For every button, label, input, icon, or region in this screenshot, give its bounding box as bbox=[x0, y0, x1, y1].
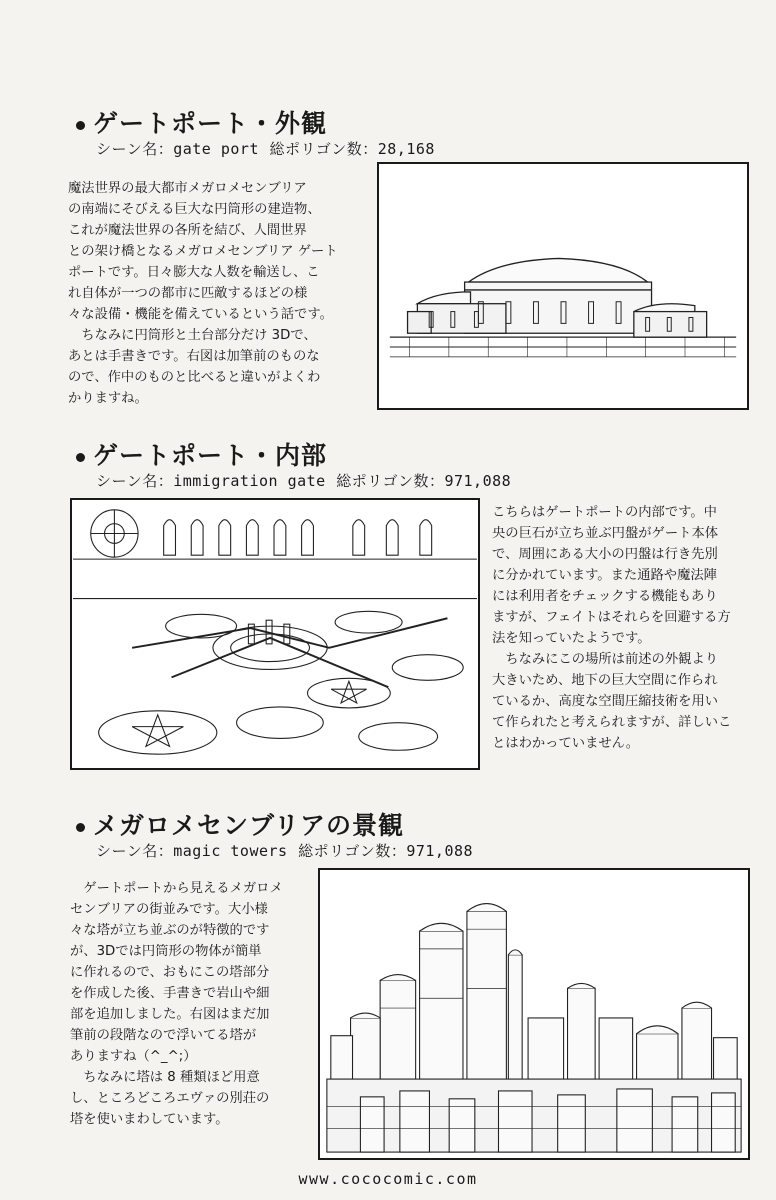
section-3-meta: シーン名：magic towers 総ポリゴン数：971,088 bbox=[96, 842, 474, 860]
section-2-title: ゲートポート・内部 bbox=[76, 436, 327, 472]
bullet-icon bbox=[76, 823, 85, 832]
polygon-count: 971,088 bbox=[406, 842, 474, 860]
gate-port-interior-drawing bbox=[72, 500, 478, 768]
scene-name: gate port bbox=[173, 140, 259, 158]
gate-port-exterior-illustration bbox=[377, 162, 749, 410]
section-3-title: メガロメセンブリアの景観 bbox=[76, 806, 404, 842]
gate-port-drawing bbox=[379, 164, 747, 408]
section-1-title: ゲートポート・外観 bbox=[76, 104, 327, 140]
scene-name: immigration gate bbox=[173, 472, 326, 490]
polygon-count: 971,088 bbox=[444, 472, 512, 490]
bullet-icon bbox=[76, 453, 85, 462]
scene-name: magic towers bbox=[173, 842, 288, 860]
section-1-meta: シーン名：gate port 総ポリゴン数：28,168 bbox=[96, 140, 435, 158]
polygon-count: 28,168 bbox=[377, 140, 435, 158]
footer-url: www.cococomic.com bbox=[298, 1170, 478, 1188]
section-2-text: こちらはゲートポートの内部です。中 央の巨石が立ち並ぶ円盤がゲート本体 で、周囲にある大小の円盤は行き先別 に分かれています。また通路や魔法陣 には利用者をチェックする機能もあり ますが、フェイトはそれらを回避する方 法を知っていたようです。 ちなみにこの場所は前述の外観より 大きいため、地下の巨大空間に作られ ているか、高度な空間圧縮技術を用い て作られたと考えられますが、詳しいこ とはわかっていません。 bbox=[492, 505, 732, 751]
section-1-text: 魔法世界の最大都市メガロメセンブリア の南端にそびえる巨大な円筒形の建造物、 これが魔法世界の各所を結び、人間世界 との架け橋となるメガロメセンブリア ゲート ポートです。日々膨大な人数を輸送し、こ れ自体が一つの都市に匹敵するほどの様 々な設備・機能を備えているという話です。 ちなみに円筒形と土台部分だけ 3Dで、 あとは手書きです。右図は加筆前のものな ので、作中のものと比べると違いがよくわ かりますね。 bbox=[68, 181, 338, 406]
section-2-meta: シーン名：immigration gate 総ポリゴン数：971,088 bbox=[96, 472, 512, 490]
bullet-icon bbox=[76, 121, 85, 130]
gate-port-interior-illustration bbox=[70, 498, 480, 770]
section-3-text: ゲートポートから見えるメガロメ センブリアの街並みです。大小様 々な塔が立ち並ぶのが特徴的です が、3Dでは円筒形の物体が簡単 に作れるので、おもにこの塔部分 を作成した後、手書きで岩山や細 部を追加しました。右図はまだ加 筆前の段階なので浮いてる塔が ありますね（^_^;） ちなみに塔は 8 種類ほど用意 し、ところどころエヴァの別荘の 塔を使いまわしています。 bbox=[70, 881, 283, 1127]
magic-towers-drawing bbox=[320, 870, 748, 1158]
magic-towers-illustration bbox=[318, 868, 750, 1160]
